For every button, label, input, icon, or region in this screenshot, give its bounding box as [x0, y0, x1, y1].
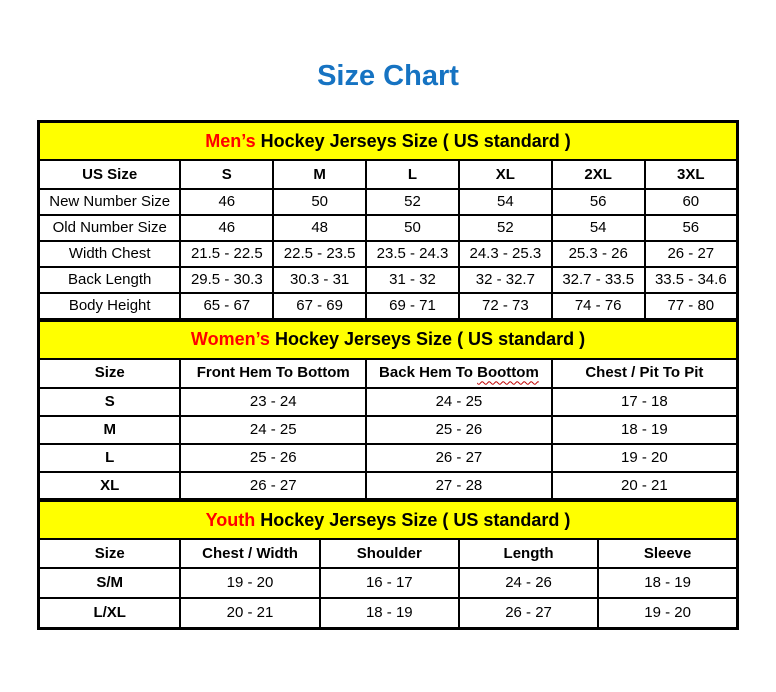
column-header-row — [39, 539, 738, 568]
size-cell: 25 - 26 — [366, 416, 552, 444]
section-title-text: Hockey Jerseys Size ( US standard ) — [255, 130, 571, 151]
size-cell: 32 - 32.7 — [459, 267, 552, 293]
size-cell: 25.3 - 26 — [552, 241, 645, 267]
youth-size-table — [37, 499, 739, 630]
column-header: Front Hem To Bottom — [180, 359, 366, 388]
column-header: L — [366, 160, 459, 189]
column-header: Size — [39, 359, 181, 388]
row-label: XL — [39, 472, 181, 500]
section-band-row — [39, 501, 738, 540]
row-label: L — [39, 444, 181, 472]
size-cell: 16 - 17 — [320, 568, 459, 598]
table-row — [39, 215, 738, 241]
size-cell: 24 - 25 — [180, 416, 366, 444]
size-cell: 24 - 26 — [459, 568, 598, 598]
size-cell: 27 - 28 — [366, 472, 552, 500]
size-cell: 18 - 19 — [320, 598, 459, 628]
table-row — [39, 293, 738, 319]
size-cell: 26 - 27 — [459, 598, 598, 628]
section-band — [39, 320, 738, 359]
row-label: Old Number Size — [39, 215, 181, 241]
row-label: L/XL — [39, 598, 181, 628]
column-header: US Size — [39, 160, 181, 189]
size-cell: 30.3 - 31 — [273, 267, 366, 293]
size-cell: 54 — [459, 189, 552, 215]
size-cell: 19 - 20 — [598, 598, 737, 628]
size-cell: 56 — [552, 189, 645, 215]
row-label: M — [39, 416, 181, 444]
column-header: Sleeve — [598, 539, 737, 568]
table-row — [39, 444, 738, 472]
size-tables-container — [37, 120, 739, 630]
table-row — [39, 472, 738, 500]
table-row — [39, 568, 738, 598]
column-header: Shoulder — [320, 539, 459, 568]
size-cell: 54 — [552, 215, 645, 241]
size-cell: 52 — [459, 215, 552, 241]
size-cell: 21.5 - 22.5 — [180, 241, 273, 267]
section-title-highlight: Women’s — [190, 329, 270, 350]
row-label: S/M — [39, 568, 181, 598]
section-band-row — [39, 320, 738, 359]
row-label: S — [39, 388, 181, 416]
size-cell: 69 - 71 — [366, 293, 459, 319]
misspelled-word: Boottom — [477, 364, 539, 382]
size-cell: 60 — [645, 189, 738, 215]
size-cell: 29.5 - 30.3 — [180, 267, 273, 293]
size-cell: 46 — [180, 215, 273, 241]
size-cell: 67 - 69 — [273, 293, 366, 319]
size-cell: 65 - 67 — [180, 293, 273, 319]
size-cell: 17 - 18 — [552, 388, 738, 416]
mens-size-table — [37, 120, 739, 321]
table-row — [39, 241, 738, 267]
size-cell: 52 — [366, 189, 459, 215]
column-header-row — [39, 160, 738, 189]
size-cell: 25 - 26 — [180, 444, 366, 472]
size-cell: 26 - 27 — [366, 444, 552, 472]
section-title-text: Hockey Jerseys Size ( US standard ) — [269, 329, 586, 350]
table-row — [39, 189, 738, 215]
section-title-text: Hockey Jerseys Size ( US standard ) — [255, 509, 571, 530]
size-cell: 33.5 - 34.6 — [645, 267, 738, 293]
column-header: S — [180, 160, 273, 189]
section-band — [39, 501, 738, 540]
size-cell: 74 - 76 — [552, 293, 645, 319]
page-title: Size Chart — [317, 60, 459, 92]
column-header: Chest / Width — [180, 539, 319, 568]
size-cell: 23 - 24 — [180, 388, 366, 416]
column-header: Length — [459, 539, 598, 568]
column-header: Size — [39, 539, 181, 568]
size-cell: 26 - 27 — [180, 472, 366, 500]
column-header: 2XL — [552, 160, 645, 189]
size-cell: 22.5 - 23.5 — [273, 241, 366, 267]
table-row — [39, 416, 738, 444]
column-header: M — [273, 160, 366, 189]
size-cell: 46 — [180, 189, 273, 215]
womens-size-table — [37, 319, 739, 502]
row-label: Body Height — [39, 293, 181, 319]
size-cell: 50 — [273, 189, 366, 215]
column-header: Back Hem To Boottom — [366, 359, 552, 388]
row-label: New Number Size — [39, 189, 181, 215]
section-band-row — [39, 122, 738, 161]
column-header: Chest / Pit To Pit — [552, 359, 738, 388]
size-cell: 50 — [366, 215, 459, 241]
table-row — [39, 388, 738, 416]
table-row — [39, 598, 738, 628]
size-cell: 31 - 32 — [366, 267, 459, 293]
size-cell: 18 - 19 — [552, 416, 738, 444]
column-header: XL — [459, 160, 552, 189]
section-title-highlight: Youth — [205, 509, 256, 530]
size-cell: 18 - 19 — [598, 568, 737, 598]
size-cell: 48 — [273, 215, 366, 241]
size-cell: 20 - 21 — [552, 472, 738, 500]
section-title-highlight: Men’s — [205, 130, 256, 151]
size-cell: 19 - 20 — [180, 568, 319, 598]
table-row — [39, 267, 738, 293]
row-label: Width Chest — [39, 241, 181, 267]
column-header: 3XL — [645, 160, 738, 189]
size-cell: 77 - 80 — [645, 293, 738, 319]
size-cell: 32.7 - 33.5 — [552, 267, 645, 293]
size-cell: 24 - 25 — [366, 388, 552, 416]
size-cell: 19 - 20 — [552, 444, 738, 472]
size-cell: 26 - 27 — [645, 241, 738, 267]
size-cell: 20 - 21 — [180, 598, 319, 628]
size-cell: 72 - 73 — [459, 293, 552, 319]
column-header-row — [39, 359, 738, 388]
row-label: Back Length — [39, 267, 181, 293]
size-cell: 23.5 - 24.3 — [366, 241, 459, 267]
size-cell: 56 — [645, 215, 738, 241]
section-band — [39, 122, 738, 161]
size-cell: 24.3 - 25.3 — [459, 241, 552, 267]
